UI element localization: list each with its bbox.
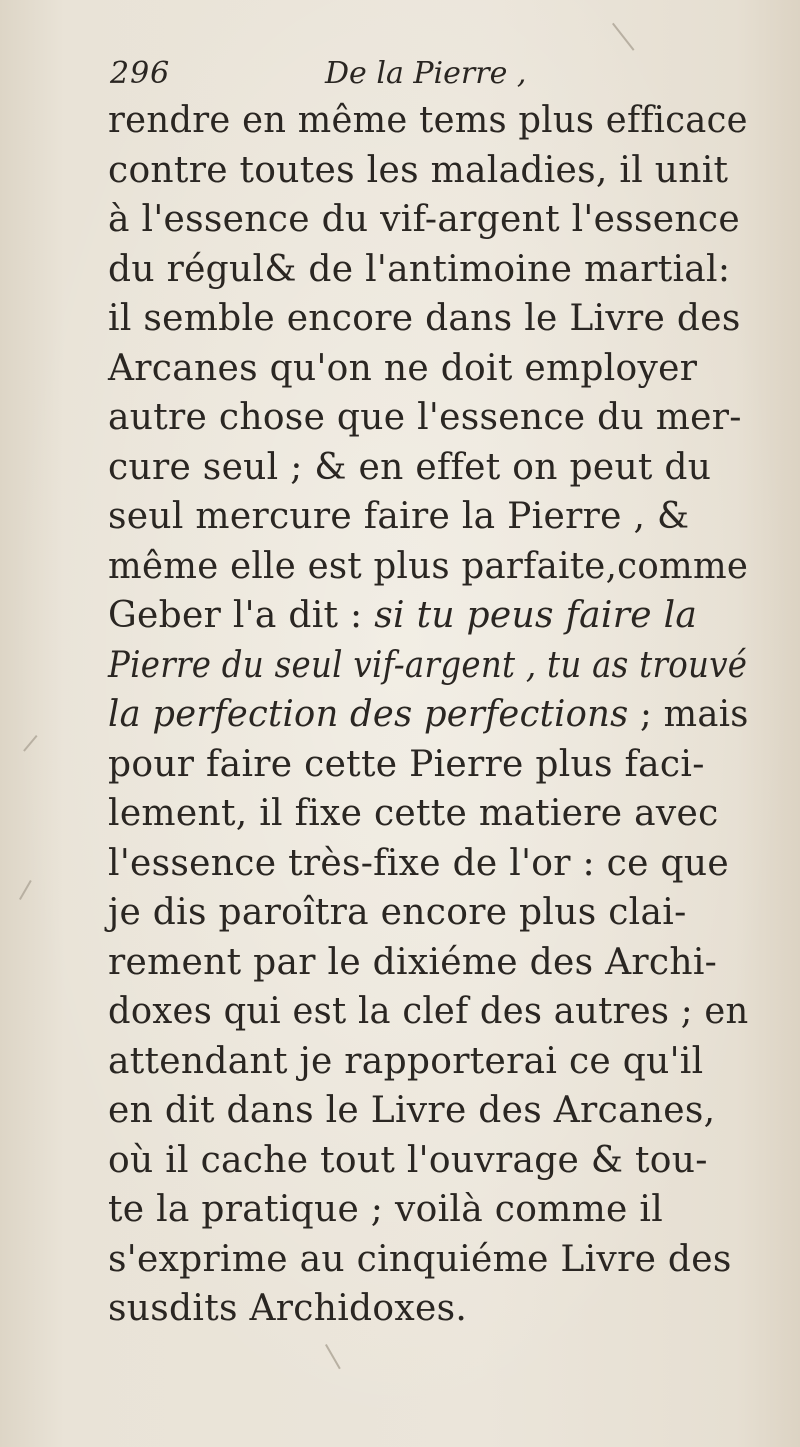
paper-mark — [19, 880, 32, 900]
body-text — [108, 96, 748, 1334]
text-run: je dis paroîtra encore plus clai- — [108, 892, 687, 933]
text-line — [108, 1235, 748, 1285]
text-run: il semble encore dans le Livre des — [108, 298, 741, 339]
text-line — [108, 542, 749, 592]
text-run: en dit dans le Livre des Arcanes, — [108, 1090, 716, 1131]
text-run: rement par le dixiéme des Archi- — [108, 941, 718, 983]
text-line — [108, 839, 748, 889]
text-run: l'essence très-fixe de l'or : ce que — [108, 842, 729, 884]
text-line — [108, 690, 749, 740]
text-run: du régul& de l'antimoine martial: — [108, 248, 731, 290]
text-run: susdits Archidoxes. — [108, 1288, 468, 1329]
text-line — [108, 146, 748, 196]
text-run: doxes qui est la clef des autres ; en — [108, 991, 749, 1032]
text-run: rendre en même tems plus efficace — [108, 100, 748, 141]
italic-text-run: la perfection des perfections — [108, 694, 629, 735]
text-line — [108, 294, 748, 344]
text-run: cure seul ; & en effet on peut du — [108, 446, 712, 488]
page-number: 296 — [110, 56, 171, 91]
text-run: autre chose que l'essence du mer- — [108, 397, 742, 438]
text-run: Geber l'a dit : — [108, 595, 375, 636]
text-line — [108, 740, 748, 790]
text-run: contre toutes les maladies, il unit — [108, 149, 729, 191]
text-run: s'exprime au cinquiéme Livre des — [108, 1238, 732, 1280]
text-line — [108, 1086, 748, 1136]
text-line — [108, 591, 748, 641]
text-run: seul mercure faire la Pierre , & — [108, 496, 690, 537]
text-line — [108, 987, 749, 1037]
text-line — [108, 1136, 748, 1186]
text-line — [108, 344, 748, 394]
italic-text-run: Pierre du seul vif-argent , tu as trouvé — [108, 644, 748, 686]
text-line — [108, 1284, 748, 1334]
text-run: te la pratique ; voilà comme il — [108, 1189, 664, 1230]
text-line — [108, 393, 748, 443]
paper-mark — [23, 735, 37, 752]
paper-mark — [612, 23, 635, 51]
text-line — [108, 641, 748, 691]
text-line — [108, 443, 748, 493]
text-line — [108, 1185, 748, 1235]
paper-mark — [325, 1344, 341, 1369]
text-run: lement, il fixe cette matiere avec — [108, 793, 719, 834]
text-run: où il cache tout l'ouvrage & tou- — [108, 1139, 708, 1181]
running-head: De la Pierre , — [325, 56, 527, 91]
page-header — [110, 50, 750, 100]
text-line — [108, 1037, 748, 1087]
text-line — [108, 789, 748, 839]
text-run: ; mais — [628, 694, 749, 735]
text-run: attendant je rapporterai ce qu'il — [108, 1040, 704, 1082]
text-line — [108, 938, 748, 988]
text-line — [108, 96, 748, 146]
text-line — [108, 888, 748, 938]
italic-text-run: si tu peus faire la — [374, 595, 698, 636]
text-run: pour faire cette Pierre plus faci- — [108, 743, 705, 785]
text-line — [108, 492, 748, 542]
text-run: même elle est plus parfaite,comme — [108, 545, 749, 587]
text-line — [108, 245, 748, 295]
text-run: à l'essence du vif-argent l'essence — [108, 199, 740, 240]
text-line — [108, 195, 748, 245]
text-run: Arcanes qu'on ne doit employer — [108, 347, 698, 389]
